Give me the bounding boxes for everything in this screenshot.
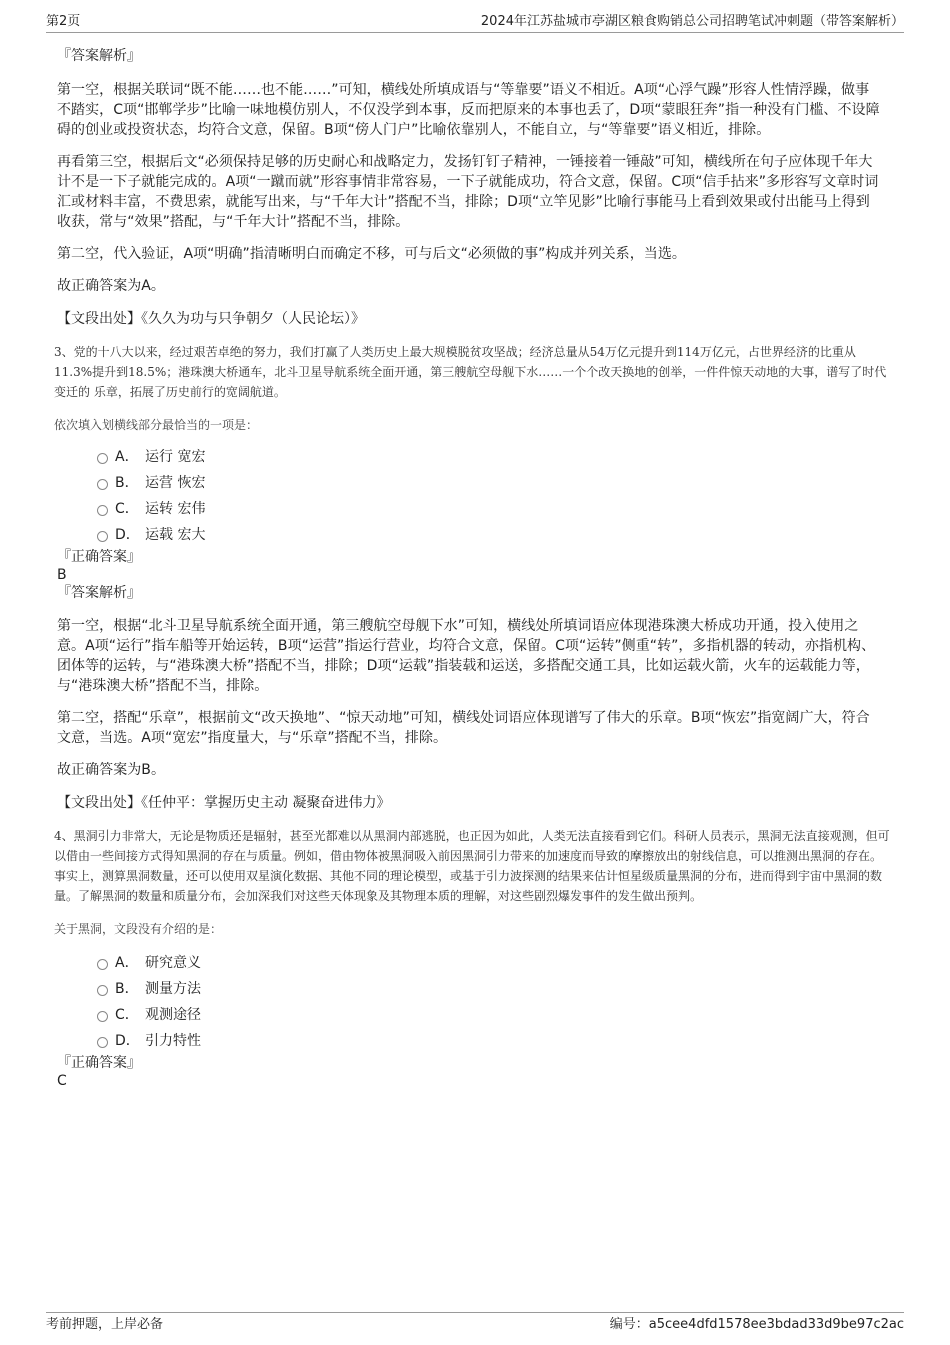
- option-text: 研究意义: [145, 955, 201, 971]
- q4-question-text: 4、黑洞引力非常大，无论是物质还是辐射，甚至光都难以从黑洞内部逃脱，也正因为如此，人类无法直接看到它们。科研人员表示，黑洞无法直接观测，但可以借由一些间接方式得知黑洞的存在与质量。例如，借由物体被黑洞吸入前因黑洞引力带来的加速度而导致的摩擦放出的射线信息，可以推测出黑洞的存在。事实上，测算黑洞数量，还可以使用双星演化数据、其他不同的理论模型，或基于引力波探测的结果来估计恒星级质量黑洞的分布，进而得到宇宙中黑洞的数量。了解黑洞的数量和质量分布，会加深我们对这些天体现象及其物理本质的理解，对这些剧烈爆发事件的发生做出预判。: [54, 829, 890, 903]
- option-letter: C．: [115, 1007, 139, 1023]
- option-letter: C．: [115, 501, 139, 517]
- q3-prompt: 依次填入划横线部分最恰当的一项是：: [54, 418, 259, 432]
- q4-option-d[interactable]: [57, 1028, 883, 1054]
- option-letter: B．: [115, 981, 139, 997]
- q4-options: [57, 950, 883, 1054]
- q2-analysis-p2: 再看第三空，根据后文“必须保持足够的历史耐心和战略定力，发扬钉钉子精神，一锤接着一锤敲”可知，横线所在句子应体现千年大计不是一下子就能完成的。A项“一蹴而就”形容事情非常容易，一下子就能成功，符合文意，保留。C项“信手拈来”多形容写文章时词汇或材料丰富，不费思索，就能写出来，与“千年大计”搭配不当，排除；D项“立竿见影”比喻行事能马上看到效果或付出能马上得到收获，常与“效果”搭配，与“千年大计”搭配不当，排除。: [57, 154, 879, 230]
- option-letter: D．: [115, 527, 140, 543]
- q2-source: 【文段出处】《久久为功与只争朝夕（人民论坛）》: [57, 311, 365, 327]
- q3-option-a[interactable]: [57, 444, 883, 470]
- q3-option-c[interactable]: [57, 496, 883, 522]
- page-footer: [46, 1312, 904, 1335]
- q3-answer: B: [57, 567, 67, 583]
- q4-option-c[interactable]: [57, 1002, 883, 1028]
- q4-answer-label: 『正确答案』: [57, 1055, 141, 1071]
- q3-analysis-label: 『答案解析』: [57, 585, 141, 601]
- radio-icon[interactable]: [97, 1037, 108, 1048]
- radio-icon[interactable]: [97, 1011, 108, 1022]
- q3-analysis-p2: 第二空，搭配“乐章”，根据前文“改天换地”、“惊天动地”可知，横线处词语应体现谱写了伟大的乐章。B项“恢宏”指宽阔广大，符合文意，当选。A项“宽宏”指度量大，与“乐章”搭配不当，排除。: [57, 710, 870, 746]
- q3-option-b[interactable]: [57, 470, 883, 496]
- q3-option-d[interactable]: [57, 522, 883, 548]
- option-text: 运转 宏伟: [145, 501, 206, 517]
- radio-icon[interactable]: [97, 453, 108, 464]
- option-letter: A．: [115, 449, 139, 465]
- option-text: 观测途径: [145, 1007, 201, 1023]
- q4-prompt: 关于黑洞，文段没有介绍的是：: [54, 922, 223, 936]
- q3-options: [57, 444, 883, 548]
- q4-option-a[interactable]: [57, 950, 883, 976]
- page-header: [46, 14, 904, 33]
- option-text: 引力特性: [145, 1033, 201, 1049]
- q2-analysis-p3: 第二空，代入验证，A项“明确”指清晰明白而确定不移，可与后文“必须做的事”构成并列关系，当选。: [57, 246, 686, 262]
- option-letter: A．: [115, 955, 139, 971]
- radio-icon[interactable]: [97, 985, 108, 996]
- q3-answer-label: 『正确答案』: [57, 549, 141, 565]
- option-text: 运营 恢宏: [145, 475, 206, 491]
- q3-analysis-p1: 第一空，根据“北斗卫星导航系统全面开通，第三艘航空母舰下水”可知，横线处所填词语应体现港珠澳大桥成功开通，投入使用之意。A项“运行”指车船等开始运转，B项“运营”指运行营业，均符合文意，保留。C项“运转”侧重“转”，多指机器的转动，亦指机构、团体等的运转，与“港珠澳大桥”搭配不当，排除；D项“运载”指装载和运送，多搭配交通工具，比如运载火箭，火车的运载能力等，与“港珠澳大桥”搭配不当，排除。: [57, 618, 876, 694]
- q4-answer: C: [57, 1073, 67, 1089]
- radio-icon[interactable]: [97, 531, 108, 542]
- q4-option-b[interactable]: [57, 976, 883, 1002]
- radio-icon[interactable]: [97, 479, 108, 490]
- q3-answer-statement: 故正确答案为B。: [57, 762, 166, 778]
- option-letter: D．: [115, 1033, 140, 1049]
- document-body: [54, 46, 890, 1090]
- q3-source: 【文段出处】《任仲平：掌握历史主动 凝聚奋进伟力》: [57, 795, 391, 811]
- option-text: 运行 宽宏: [145, 449, 206, 465]
- radio-icon[interactable]: [97, 959, 108, 970]
- radio-icon[interactable]: [97, 505, 108, 516]
- q2-answer-statement: 故正确答案为A。: [57, 278, 165, 294]
- option-text: 测量方法: [145, 981, 201, 997]
- document-id: 编号：a5cee4dfd1578ee3bdad33d9be97c2ac: [609, 1317, 904, 1332]
- page-number: 第2页: [46, 14, 81, 29]
- footer-slogan: 考前押题，上岸必备: [46, 1317, 164, 1332]
- q2-analysis-label: 『答案解析』: [57, 48, 141, 64]
- q2-analysis-p1: 第一空，根据关联词“既不能……也不能……”可知，横线处所填成语与“等靠要”语义不相近。A项“心浮气躁”形容人性情浮躁，做事不踏实，C项“邯郸学步”比喻一味地模仿别人，不仅没学到本事，反而把原来的本事也丢了，D项“蒙眼狂奔”指一种没有门槛、不设障碍的创业或投资状态，均符合文意，保留。B项“傍人门户”比喻依靠别人，不能自立，与“等靠要”语义相近，排除。: [57, 82, 880, 138]
- document-title: 2024年江苏盐城市亭湖区粮食购销总公司招聘笔试冲刺题（带答案解析）: [480, 14, 904, 29]
- option-letter: B．: [115, 475, 139, 491]
- q3-question-text: 3、党的十八大以来，经过艰苦卓绝的努力，我们打赢了人类历史上最大规模脱贫攻坚战；经济总量从54万亿元提升到114万亿元，占世界经济的比重从11.3%提升到18.5%；港珠澳大桥通车，北斗卫星导航系统全面开通，第三艘航空母舰下水……一个个改天换地的创举，一件件惊天动地的大事，谱写了时代变迁的 乐章，拓展了历史前行的宽阔航道。: [54, 345, 887, 399]
- option-text: 运载 宏大: [145, 527, 206, 543]
